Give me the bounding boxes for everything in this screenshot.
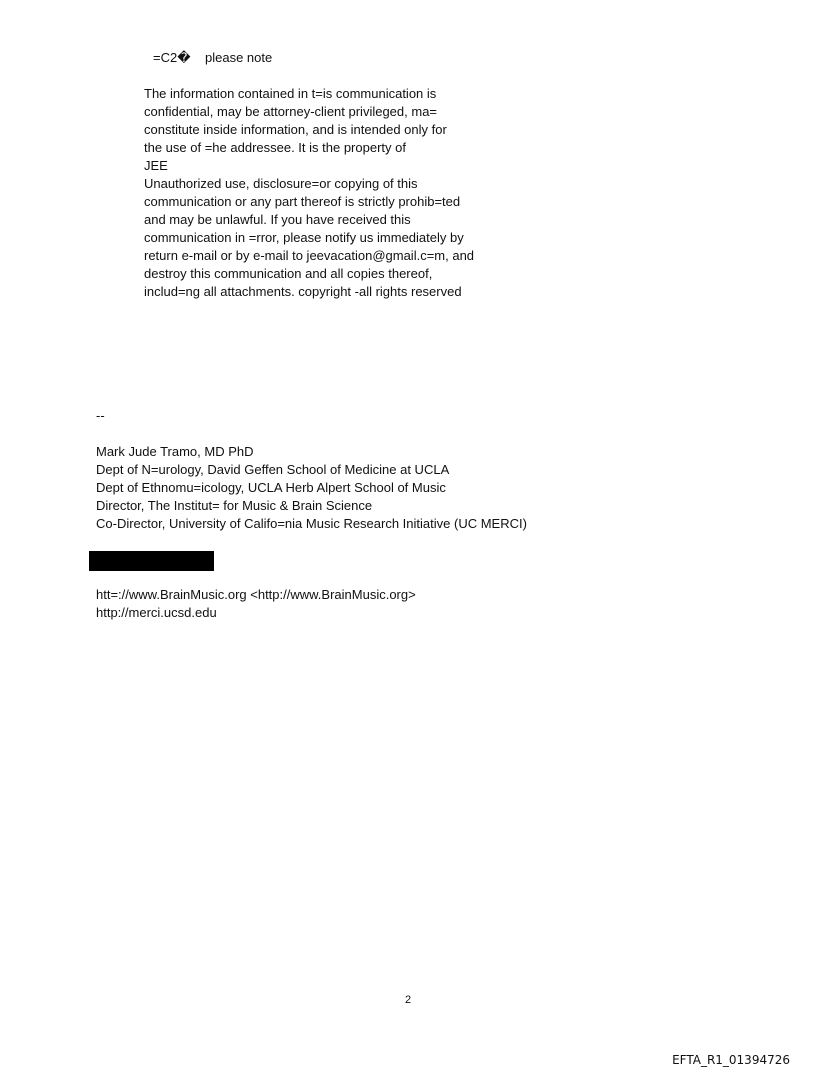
notice-line: JEE (144, 158, 168, 173)
signature-separator: -- (96, 408, 105, 423)
merci-link[interactable]: http://merci.ucsd.edu (96, 605, 217, 620)
confidentiality-notice (144, 85, 474, 301)
notice-line: the use of =he addressee. It is the property of (144, 140, 406, 155)
signature-line: Dept of Ethnomu=icology, UCLA Herb Alpert School of Music (96, 480, 446, 495)
notice-line: communication in =rror, please notify us immediately by (144, 230, 464, 245)
notice-line: return e-mail or by e-mail to jeevacation@gmail.c=m, and (144, 248, 475, 263)
document-id: EFTA_R1_01394726 (672, 1053, 790, 1067)
signature-line: Co-Director, University of Califo=nia Music Research Initiative (UC MERCI) (96, 516, 527, 531)
page-number: 2 (404, 994, 412, 1006)
signature-line: Dept of N=urology, David Geffen School of Medicine at UCLA (96, 462, 450, 477)
redaction-bar (89, 551, 214, 571)
notice-line: constitute inside information, and is intended only for (144, 122, 447, 137)
notice-line: communication or any part thereof is strictly prohib=ted (144, 194, 461, 209)
signature-name: Mark Jude Tramo, MD PhD (96, 444, 254, 459)
signature-line: Director, The Institut= for Music & Brain Science (96, 498, 373, 513)
header-note: =C2� please note (153, 50, 273, 65)
notice-line: destroy this communication and all copies thereof, (144, 266, 433, 281)
links-block (96, 586, 416, 622)
notice-line: includ=ng all attachments. copyright -all rights reserved (144, 284, 462, 299)
signature-block (96, 443, 527, 533)
notice-line: and may be unlawful. If you have received this (144, 212, 411, 227)
notice-line: Unauthorized use, disclosure=or copying of this (144, 176, 418, 191)
notice-line: confidential, may be attorney-client privileged, ma= (144, 104, 438, 119)
website-link[interactable]: htt=://www.BrainMusic.org <http://www.BrainMusic.org> (96, 587, 416, 602)
notice-line: The information contained in t=is communication is (144, 86, 437, 101)
